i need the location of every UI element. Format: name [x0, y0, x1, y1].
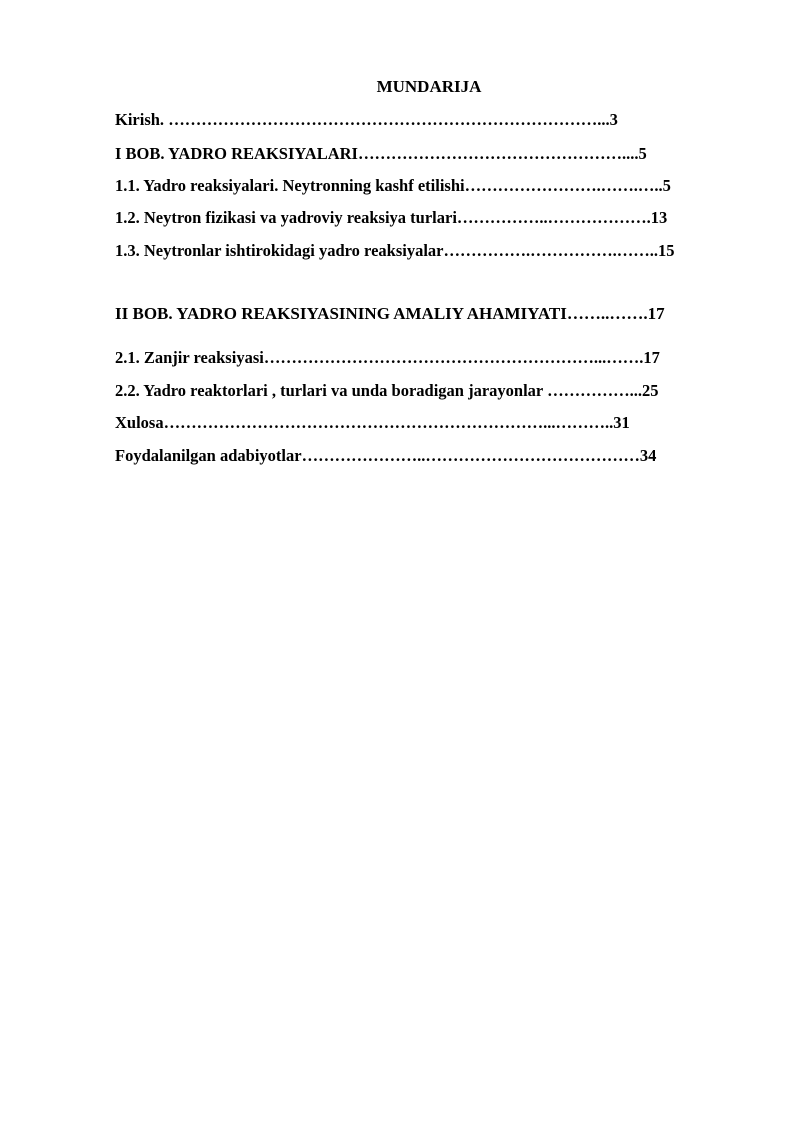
toc-entry-label: Xulosa	[115, 413, 164, 432]
toc-entry-leader: …………………..…………………………………	[301, 446, 640, 465]
toc-entry-label: 2.2. Yadro reaktorlari , turlari va unda boradigan jarayonlar	[115, 381, 548, 400]
toc-entry-page: 5	[662, 176, 671, 195]
toc-entry-section-1-3	[115, 240, 675, 262]
toc-entry-label: I BOB. YADRO REAKSIYALARI	[115, 144, 358, 163]
toc-entry-leader: …………….…………….……..	[443, 241, 658, 260]
toc-entry-page: 25	[641, 381, 659, 400]
toc-entry-chapter-1	[115, 143, 647, 165]
toc-entry-leader: ……………………………………………………………………...	[168, 110, 610, 129]
toc-entry-label: Foydalanilgan adabiyotlar	[115, 446, 302, 465]
toc-entry-leader: …………………….…….…..	[464, 176, 663, 195]
toc-entry-label: Kirish.	[115, 110, 169, 129]
toc-entry-label: 2.1. Zanjir reaksiyasi	[115, 348, 264, 367]
toc-entry-leader: ……………...	[547, 381, 642, 400]
toc-entry-section-1-1	[115, 175, 671, 197]
toc-entry-page: 13	[650, 208, 668, 227]
toc-entry-label: 1.3. Neytronlar ishtirokidagi yadro reaksiyalar	[115, 241, 444, 260]
toc-entry-leader: ……………………………………………………………...………..	[163, 413, 614, 432]
toc-entry-label: 1.1. Yadro reaksiyalari. Neytronning kashf etilishi	[115, 176, 465, 195]
toc-entry-page: 17	[643, 348, 660, 367]
toc-entry-label: II BOB. YADRO REAKSIYASINING AMALIY AHAMIYATI	[115, 304, 567, 323]
toc-entry-leader: …………………………………………....	[357, 144, 639, 163]
toc-entry-xulosa	[115, 412, 630, 434]
toc-entry-page: 3	[609, 110, 618, 129]
toc-entry-section-1-2	[115, 207, 667, 229]
toc-entry-page: 15	[658, 241, 675, 260]
toc-entry-bibliography	[115, 445, 656, 467]
toc-entry-page: 34	[639, 446, 657, 465]
toc-entry-section-2-1	[115, 347, 660, 369]
toc-title: MUNDARIJA	[376, 77, 482, 96]
toc-entry-page: 31	[613, 413, 630, 432]
toc-entry-leader: ……..…….	[566, 304, 648, 323]
toc-entry-label: 1.2. Neytron fizikasi va yadroviy reaksiya turlari	[115, 208, 457, 227]
toc-entry-kirish	[115, 109, 618, 131]
toc-entry-page: 5	[638, 144, 647, 163]
toc-entry-page: 17	[647, 304, 665, 323]
toc-entry-leader: ……………………………………………………...…….	[263, 348, 644, 367]
toc-entry-section-2-2	[115, 380, 658, 402]
toc-entry-leader: ……………..……………….	[456, 208, 651, 227]
toc-entry-chapter-2	[115, 303, 665, 325]
